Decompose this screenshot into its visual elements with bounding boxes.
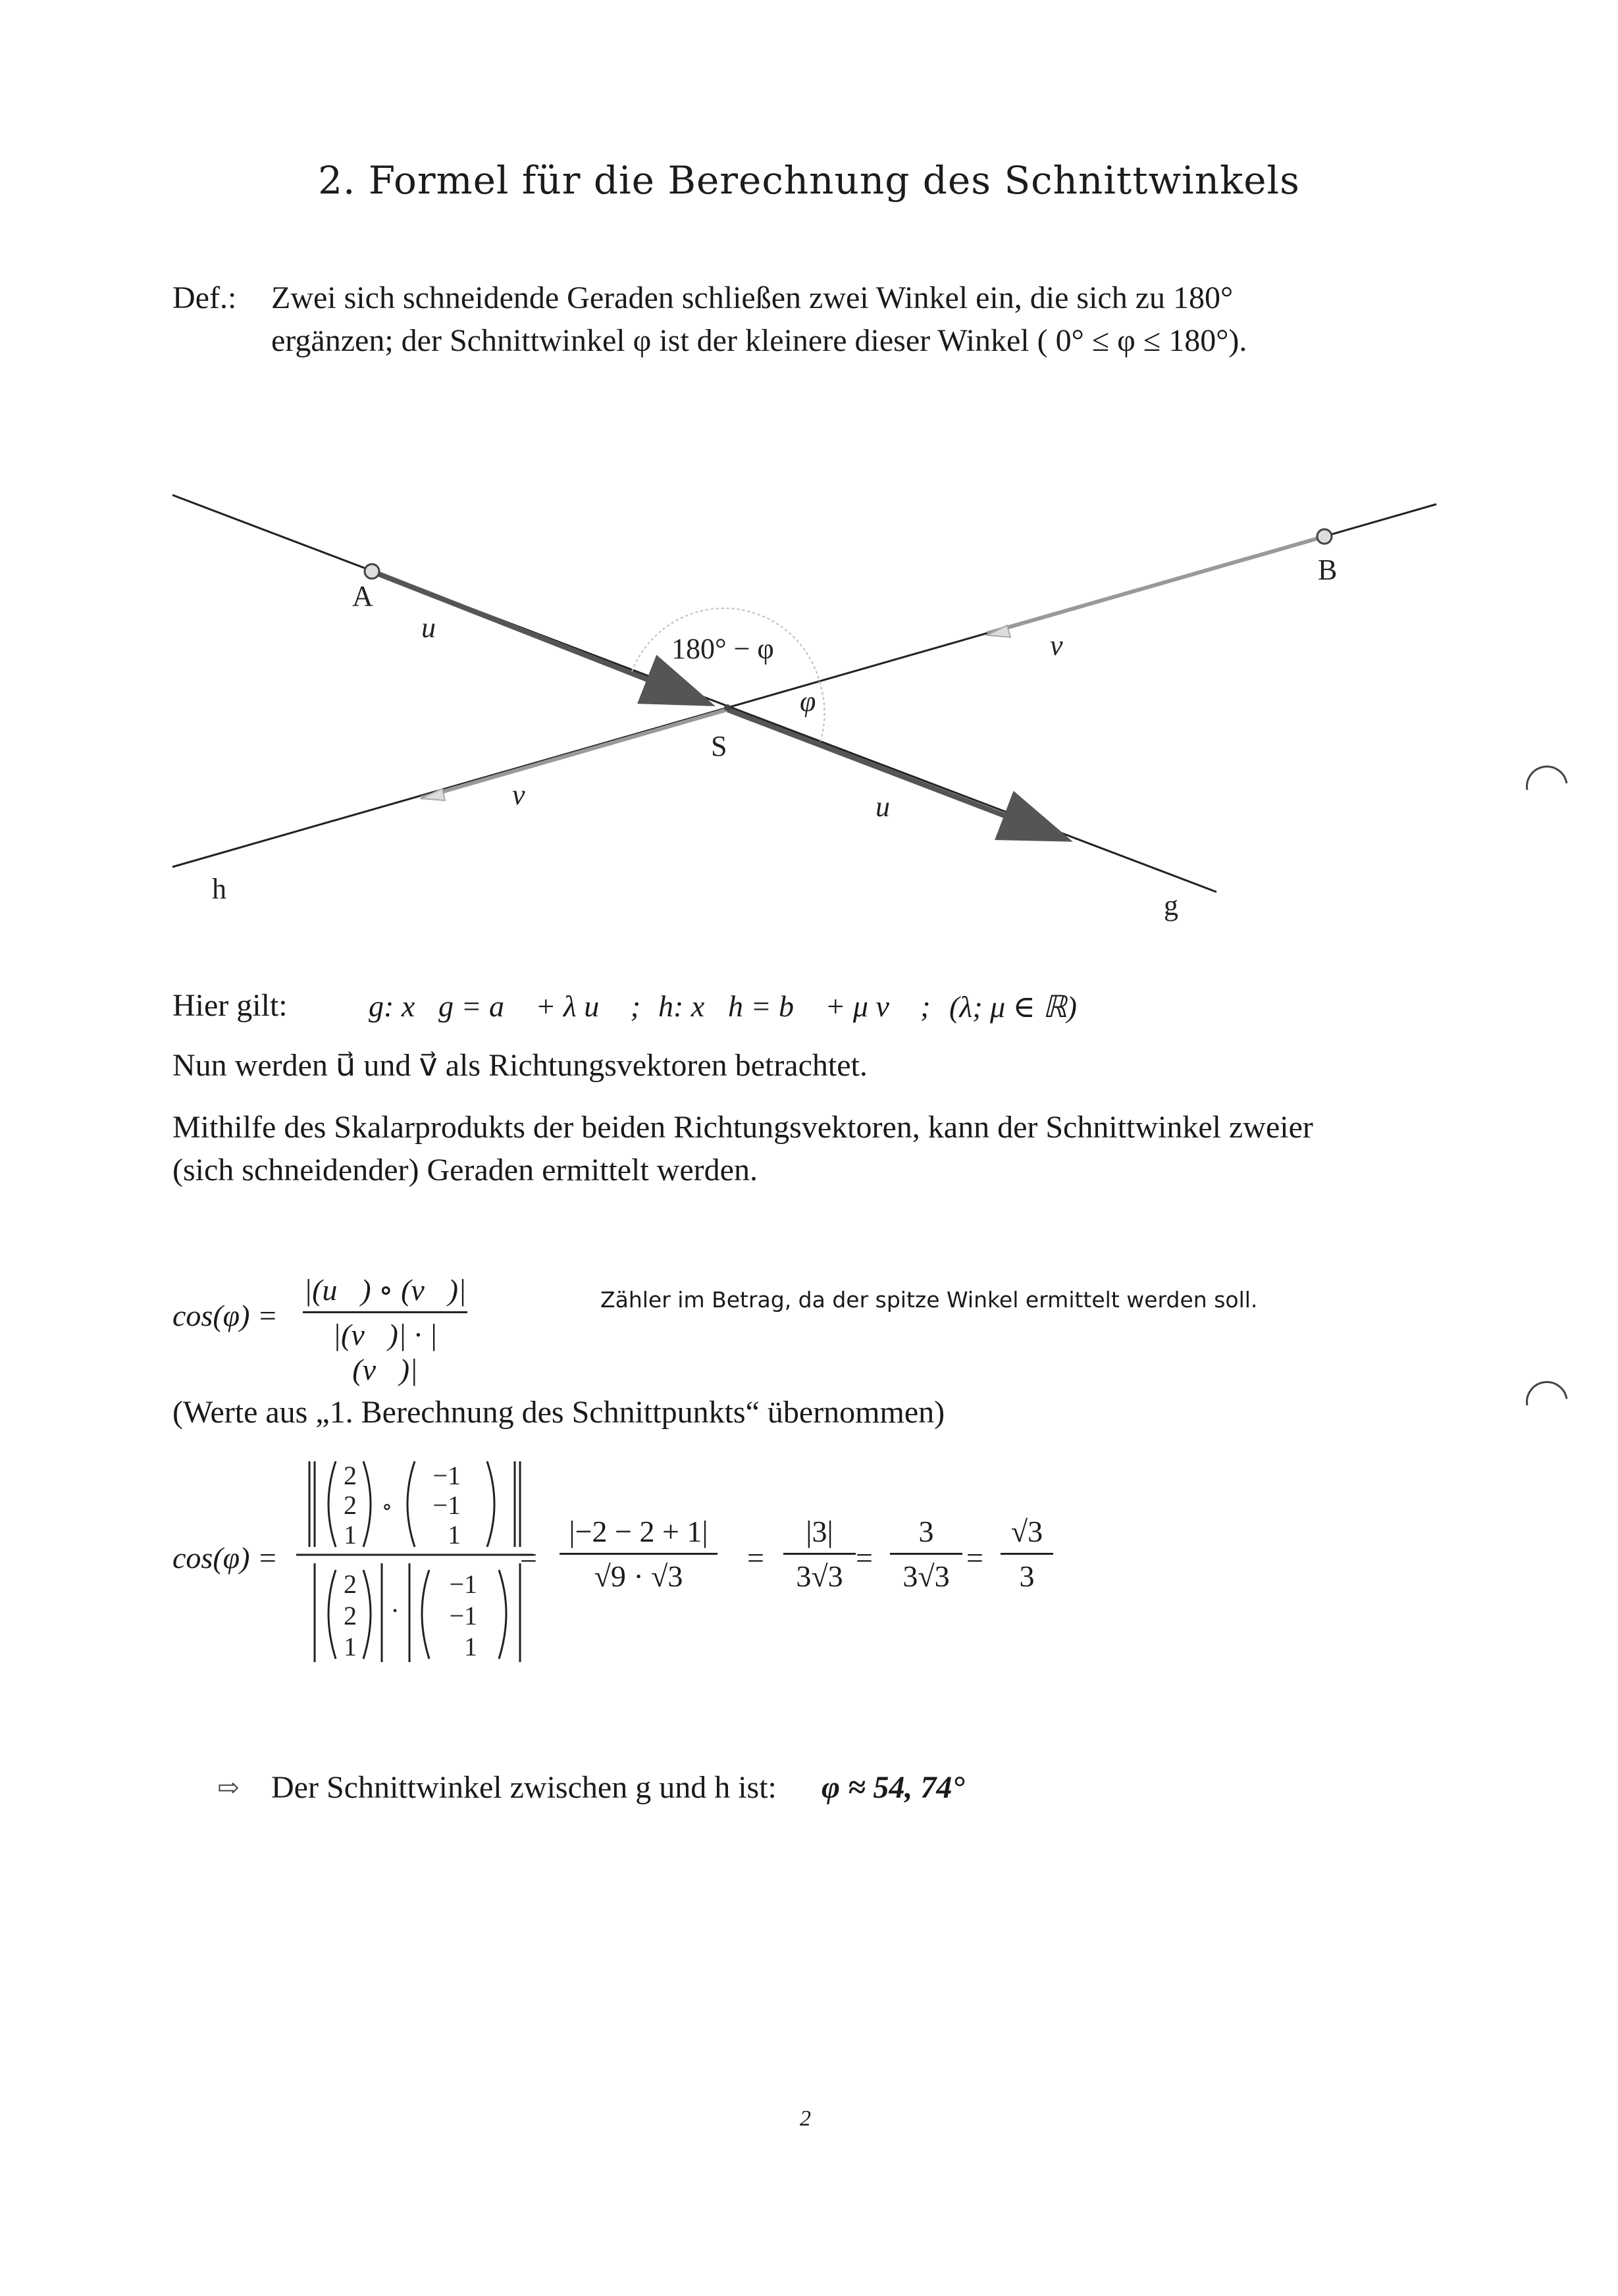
label-angle-large: 180° − φ	[671, 633, 774, 665]
equation-g: g: x⃗g = a⃗ + λ u⃗ ;	[369, 989, 640, 1023]
formula-note: Zähler im Betrag, da der spitze Winkel ermittelt werden soll.	[600, 1287, 1258, 1313]
result-text: Der Schnittwinkel zwischen g und h ist:	[271, 1770, 777, 1805]
definition-line-1: Zwei sich schneidende Geraden schließen zwei Winkel ein, die sich zu 180°	[271, 280, 1234, 315]
label-g: g	[1164, 889, 1178, 922]
times-operator: ·	[390, 1596, 400, 1625]
label-B: B	[1318, 554, 1338, 586]
angle-arc-small	[820, 682, 825, 744]
label-angle-small: φ	[800, 685, 816, 718]
line-g	[172, 495, 1216, 892]
skalar-text-line-1: Mithilfe des Skalarprodukts der beiden Richtungsvektoren, kann der Schnittwinkel zweier	[172, 1110, 1313, 1145]
result-arrow-icon: ⇨	[217, 1773, 240, 1802]
step-4-numerator: √3	[1010, 1515, 1043, 1548]
calc-step-4	[1001, 1514, 1053, 1594]
label-S: S	[711, 730, 727, 762]
calc-vector-fraction	[290, 1448, 540, 1672]
label-A: A	[352, 580, 373, 612]
punch-hole-upper	[1521, 764, 1573, 816]
equals-4: =	[966, 1541, 983, 1575]
step-4-denominator: 3	[1019, 1559, 1035, 1593]
vec-u-den-2: 2	[344, 1601, 357, 1631]
formula-fraction	[303, 1272, 467, 1387]
vec-u-num-3: 1	[344, 1520, 357, 1550]
calc-step-2	[783, 1514, 856, 1594]
parameter-set: (λ; μ ∈ ℝ)	[949, 990, 1077, 1024]
vec-u-den-3: 1	[344, 1632, 357, 1661]
step-2-numerator: |3|	[806, 1515, 833, 1548]
calc-step-1	[560, 1514, 718, 1594]
vec-v-den-2: −1	[449, 1601, 477, 1631]
vec-u-num-1: 2	[344, 1461, 357, 1490]
formula-denominator: |(v⃗)| · |(v⃗)|	[332, 1318, 438, 1386]
direction-vectors-text: Nun werden u⃗ und v⃗ als Richtungsvektoren betrachtet.	[172, 1048, 868, 1083]
step-1-denominator: √9 · √3	[594, 1559, 683, 1593]
definition-label: Def.:	[172, 280, 237, 315]
label-v-upper: v⃗	[1050, 629, 1085, 662]
vec-v-den-3: 1	[464, 1632, 477, 1661]
step-2-denominator: 3√3	[796, 1559, 843, 1593]
point-A	[365, 564, 379, 579]
formula-numerator: |(u⃗) ∘ (v⃗)|	[303, 1273, 467, 1307]
equals-3: =	[856, 1541, 873, 1575]
vector-v-upper	[987, 536, 1324, 633]
skalar-text-line-2: (sich schneidender) Geraden ermittelt werden.	[172, 1153, 758, 1187]
punch-hole-lower	[1521, 1379, 1573, 1432]
label-h: h	[212, 873, 226, 905]
label-v-lower: v⃗	[512, 779, 548, 811]
formula-lhs: cos(φ) =	[172, 1299, 278, 1332]
result-value: φ ≈ 54, 74°	[822, 1770, 965, 1805]
step-3-denominator: 3√3	[902, 1559, 950, 1593]
equals-2: =	[747, 1541, 764, 1575]
vec-u-num-2: 2	[344, 1490, 357, 1520]
point-S	[724, 704, 731, 711]
page-title: 2. Formel für die Berechnung des Schnittwinkels	[318, 158, 1300, 203]
step-1-numerator: |−2 − 2 + 1|	[569, 1515, 708, 1548]
vec-v-num-1: −1	[432, 1461, 461, 1490]
page-number: 2	[800, 2106, 811, 2131]
definition-line-2: ergänzen; der Schnittwinkel φ ist der kleinere dieser Winkel ( 0° ≤ φ ≤ 180°).	[271, 323, 1247, 358]
equals-1: =	[520, 1541, 537, 1575]
vector-v-lower	[421, 710, 727, 798]
here-holds-label: Hier gilt:	[172, 988, 288, 1023]
equation-h: h: x⃗h = b⃗ + μ v⃗ ;	[658, 989, 931, 1023]
dot-operator: ∘	[381, 1495, 393, 1519]
values-note: (Werte aus „1. Berechnung des Schnittpunkts“ übernommen)	[172, 1395, 945, 1430]
step-3-numerator: 3	[918, 1515, 934, 1548]
calc-step-3	[890, 1514, 962, 1594]
calc-lhs: cos(φ) =	[172, 1541, 278, 1575]
vec-v-num-3: 1	[448, 1520, 461, 1550]
point-B	[1317, 529, 1332, 544]
vec-v-den-1: −1	[449, 1569, 477, 1599]
intersecting-lines-diagram	[0, 461, 1618, 961]
vec-u-den-1: 2	[344, 1569, 357, 1599]
vec-v-num-2: −1	[432, 1490, 461, 1520]
label-u-lower: u⃗	[875, 791, 913, 823]
label-u-upper: u⃗	[421, 612, 459, 644]
